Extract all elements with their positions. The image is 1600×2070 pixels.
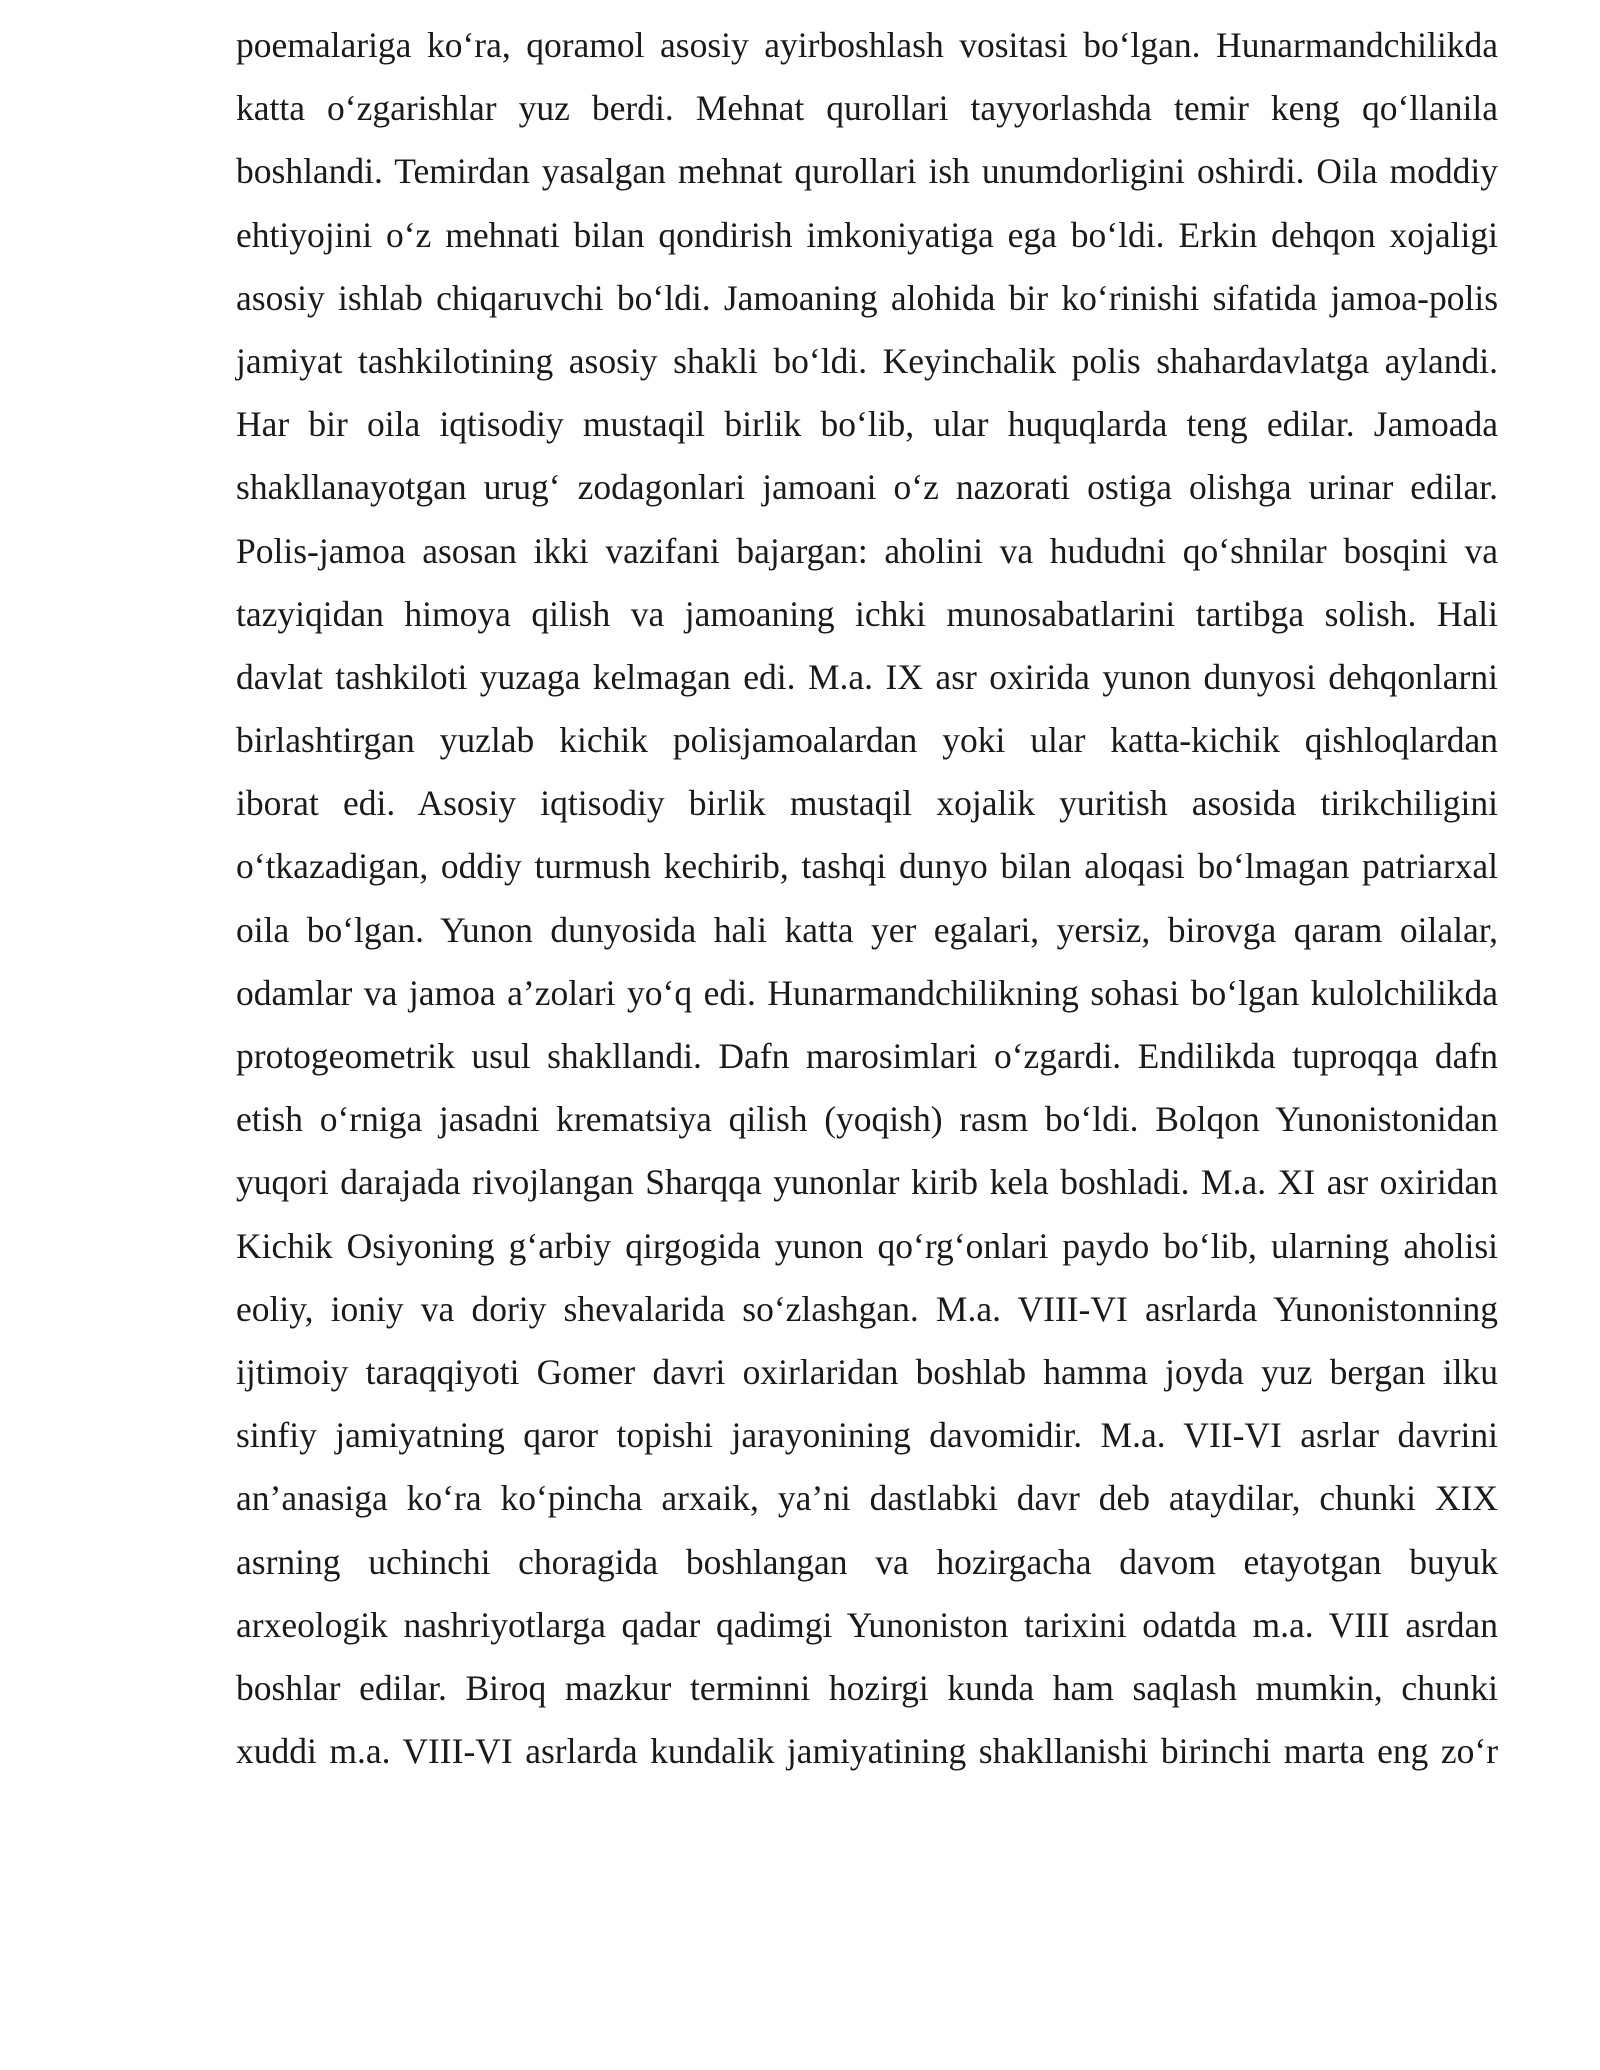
text-line: boshlar edilar. Biroq mazkur terminni hozirgi kunda ham saqlash mumkin, chunki — [236, 1667, 1499, 1708]
text-line: poemalariga ko‘ra, qoramol asosiy ayirboshlash vositasi bo‘lgan. Hunarmandchilikda — [236, 25, 1498, 65]
text-line: birlashtirgan yuzlab kichik polisjamoalardan yoki ular katta-kichik qishloqlardan — [236, 720, 1498, 761]
text-line: eoliy, ioniy va doriy shevalarida so‘zlashgan. M.a. VIII-VI asrlarda Yunonistonning — [236, 1288, 1498, 1329]
text-line: boshlandi. Temirdan yasalgan mehnat qurollari ish unumdorligini oshirdi. Oila moddiy — [236, 151, 1498, 192]
text-line: Kichik Osiyoning g‘arbiy qirgogida yunon qo‘rg‘onlari paydo bo‘lib, ularning aholisi — [236, 1225, 1498, 1266]
body-paragraph — [236, 14, 1498, 1783]
text-line: sinfiy jamiyatning qaror topishi jarayonining davomidir. M.a. VII-VI asrlar davrini — [236, 1415, 1499, 1456]
text-line: tazyiqidan himoya qilish va jamoaning ichki munosabatlarini tartibga solish. Hali — [236, 593, 1498, 634]
text-line: ehtiyojini o‘z mehnati bilan qondirish imkoniyatiga ega bo‘ldi. Erkin dehqon xojaligi — [236, 214, 1498, 255]
text-line: Polis-jamoa asosan ikki vazifani bajargan: aholini va hududni qo‘shnilar bosqini va — [236, 530, 1499, 571]
text-line: oila bo‘lgan. Yunon dunyosida hali katta yer egalari, yersiz, birovga qaram oilalar, — [236, 909, 1498, 950]
text-line: asosiy ishlab chiqaruvchi bo‘ldi. Jamoaning alohida bir ko‘rinishi sifatida jamoa-polis — [236, 277, 1499, 318]
text-line: protogeometrik usul shakllandi. Dafn marosimlari o‘zgardi. Endilikda tuproqqa dafn — [236, 1036, 1498, 1076]
text-line: arxeologik nashriyotlarga qadar qadimgi Yunoniston tarixini odatda m.a. VIII asrdan — [236, 1604, 1499, 1645]
text-line: katta o‘zgarishlar yuz berdi. Mehnat qurollari tayyorlashda temir keng qo‘llanila — [236, 88, 1499, 129]
text-line: odamlar va jamoa a’zolari yo‘q edi. Hunarmandchilikning sohasi bo‘lgan kulolchilikda — [236, 972, 1498, 1013]
text-line: ijtimoiy taraqqiyoti Gomer davri oxirlaridan boshlab hamma joyda yuz bergan ilku — [236, 1351, 1498, 1392]
text-line: xuddi m.a. VIII-VI asrlarda kundalik jamiyatining shakllanishi birinchi marta eng zo‘r — [236, 1731, 1499, 1772]
text-line: iborat edi. Asosiy iqtisodiy birlik mustaqil xojalik yuritish asosida tirikchiligini — [236, 783, 1498, 824]
text-line: davlat tashkiloti yuzaga kelmagan edi. M.a. IX asr oxirida yunon dunyosi dehqonlarni — [236, 656, 1498, 697]
text-line: jamiyat tashkilotining asosiy shakli bo‘ldi. Keyinchalik polis shahardavlatga aylandi. — [236, 340, 1499, 381]
text-line: o‘tkazadigan, oddiy turmush kechirib, tashqi dunyo bilan aloqasi bo‘lmagan patriarxal — [236, 846, 1499, 887]
text-line: shakllanayotgan urug‘ zodagonlari jamoani o‘z nazorati ostiga olishga urinar edilar. — [236, 467, 1499, 508]
text-line: yuqori darajada rivojlangan Sharqqa yunonlar kirib kela boshladi. M.a. XI asr oxiridan — [236, 1162, 1498, 1203]
text-line: asrning uchinchi choragida boshlangan va hozirgacha davom etayotgan buyuk — [236, 1541, 1498, 1582]
text-line: Har bir oila iqtisodiy mustaqil birlik bo‘lib, ular huquqlarda teng edilar. Jamoada — [236, 404, 1498, 445]
text-line: an’anasiga ko‘ra ko‘pincha arxaik, ya’ni dastlabki davr deb ataydilar, chunki XIX — [236, 1478, 1499, 1519]
text-line: etish o‘rniga jasadni krematsiya qilish (yoqish) rasm bo‘ldi. Bolqon Yunonistonidan — [236, 1099, 1499, 1140]
